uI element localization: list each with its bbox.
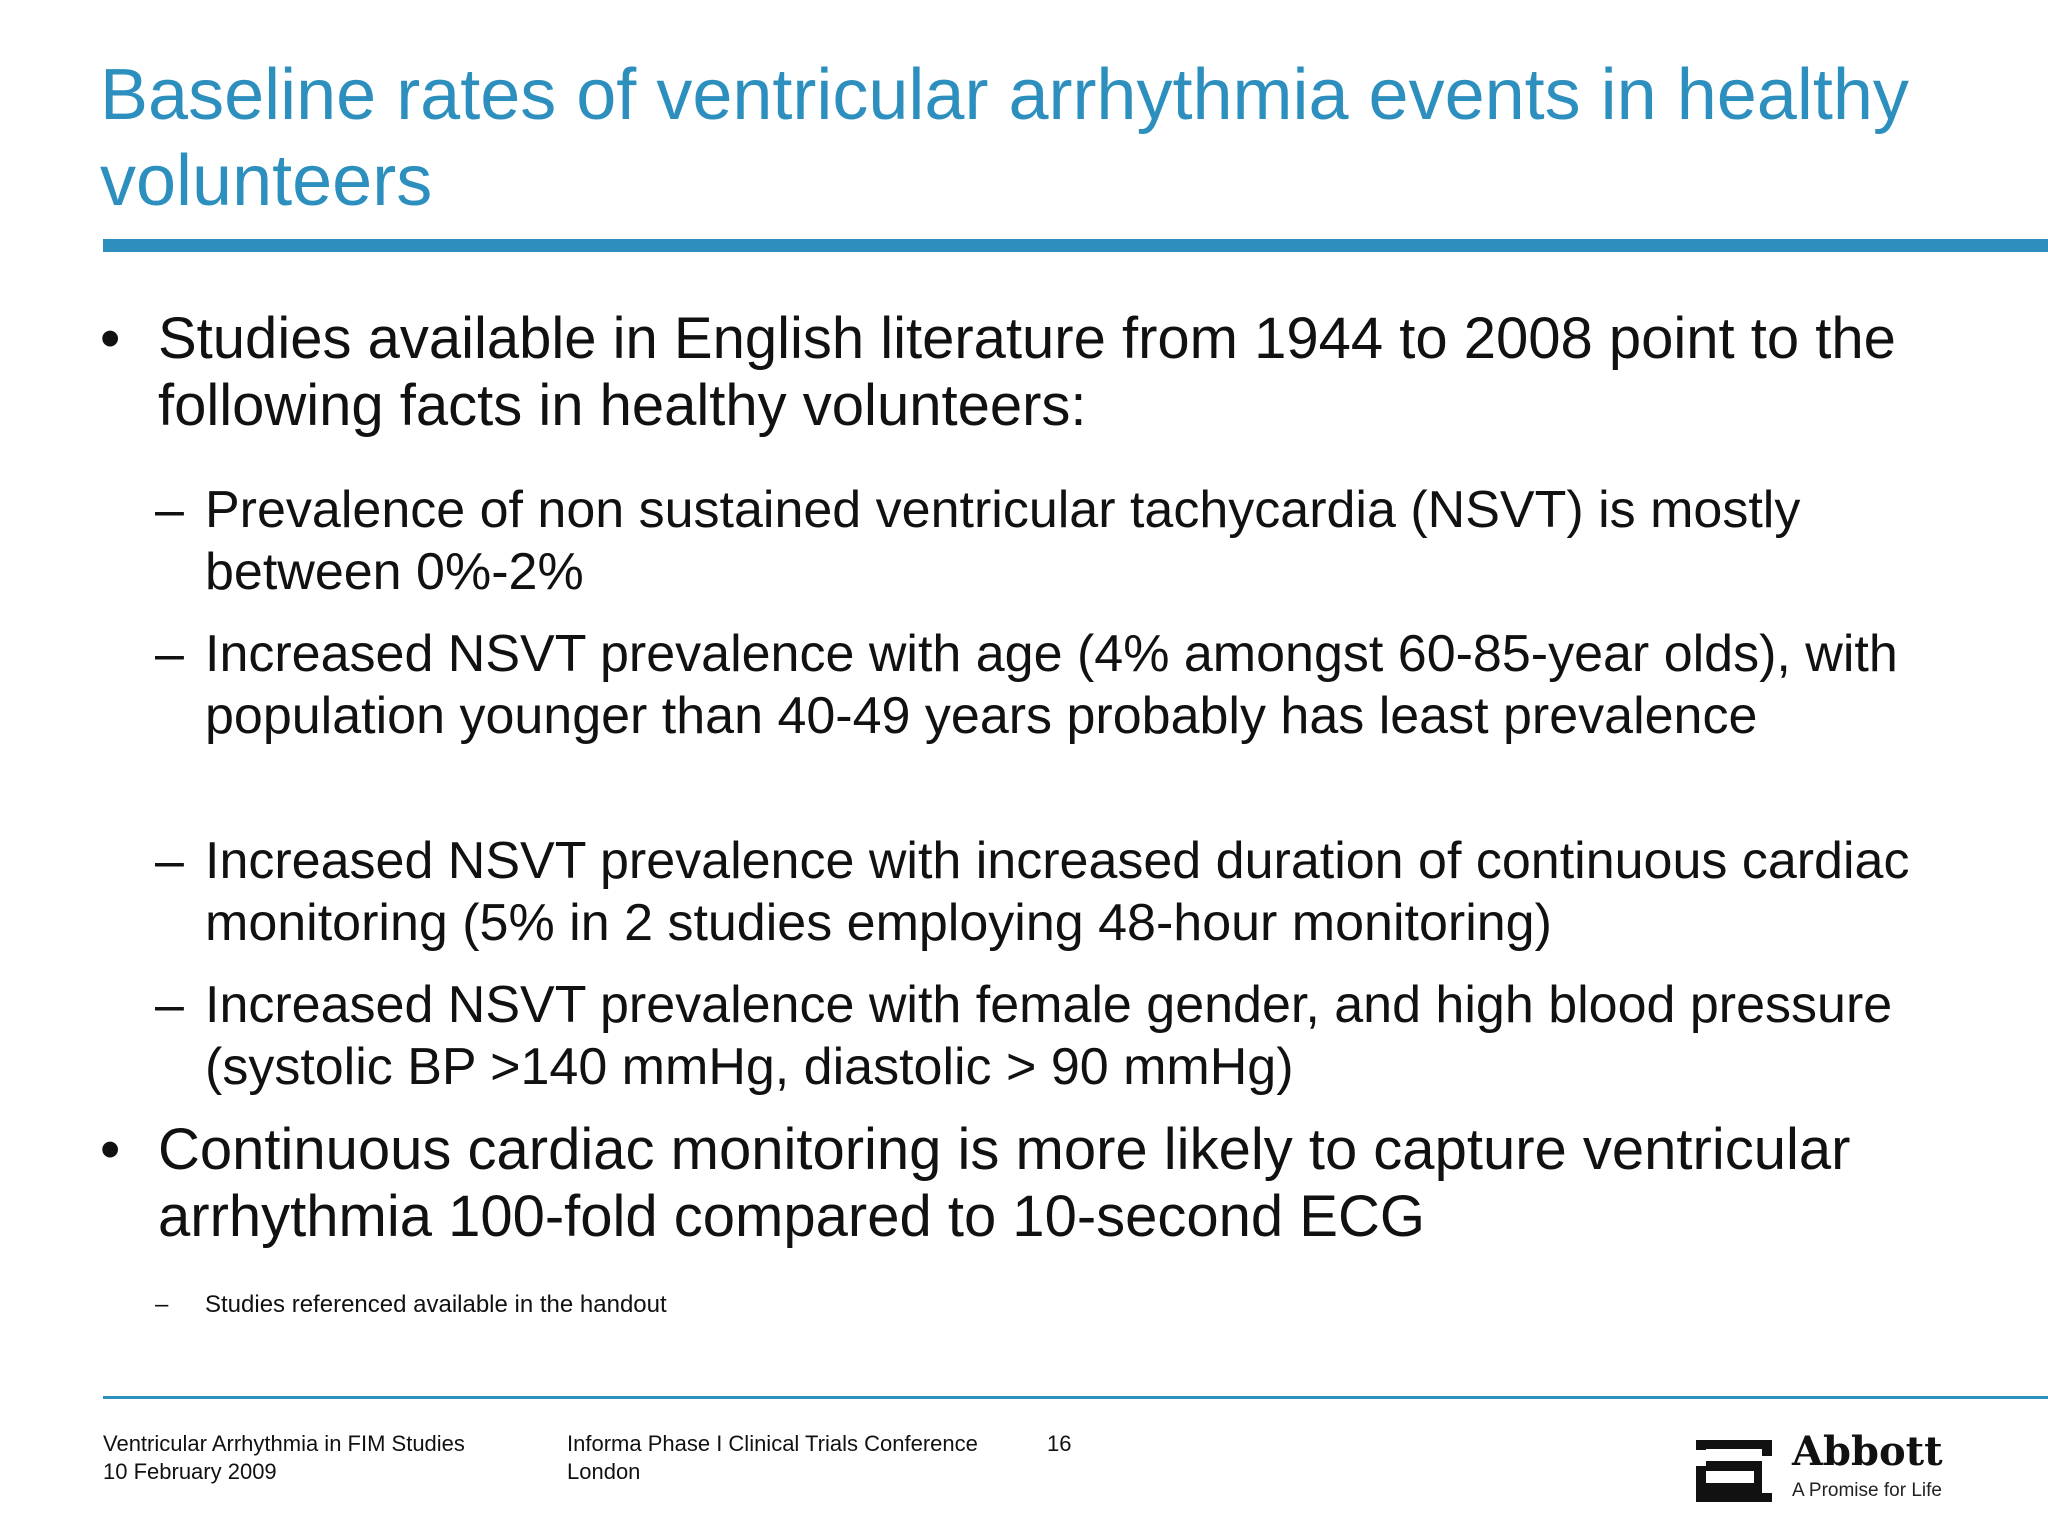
dash-icon: –: [155, 481, 184, 539]
logo-wordmark: Abbott: [1792, 1428, 1943, 1475]
footer-location: London: [567, 1459, 641, 1484]
footer-conference: Informa Phase I Clinical Trials Conference: [567, 1431, 978, 1456]
sub-bullet-text: Prevalence of non sustained ventricular tachycardia (NSVT) is mostly between 0%-2%: [205, 481, 1801, 601]
sub-bullet-text: Increased NSVT prevalence with increased duration of continuous cardiac monitoring (5% in 2 studies employing 48-hour monitoring): [205, 832, 1910, 952]
logo-tagline: A Promise for Life: [1792, 1480, 1942, 1501]
dash-icon: –: [155, 832, 184, 890]
abbott-logo-icon: [1692, 1436, 1776, 1506]
bullet-text: Continuous cardiac monitoring is more likely to capture ventricular arrhythmia 100-fold compared to 10-second ECG: [158, 1117, 1851, 1249]
abbott-logo: [1692, 1430, 1952, 1510]
page-number: 16: [1047, 1431, 1072, 1456]
bullet-icon: •: [100, 306, 121, 371]
sub-bullet-text: Increased NSVT prevalence with age (4% amongst 60-85-year olds), with population younger than 40-49 years probably has least prevalence: [205, 625, 1898, 745]
footer-date: 10 February 2009: [103, 1459, 277, 1484]
bullet-text: Studies available in English literature from 1944 to 2008 point to the following facts in healthy volunteers:: [158, 306, 1896, 438]
dash-icon: –: [155, 625, 184, 683]
slide-title: Baseline rates of ventricular arrhythmia events in healthy volunteers: [100, 55, 1909, 221]
bullet-icon: •: [100, 1117, 121, 1182]
title-divider: [103, 239, 2048, 252]
footer-divider: [103, 1396, 2048, 1399]
dash-icon: –: [155, 1291, 169, 1318]
reference-note-text: Studies referenced available in the handout: [205, 1291, 667, 1318]
dash-icon: –: [155, 976, 184, 1034]
sub-bullet-text: Increased NSVT prevalence with female gender, and high blood pressure (systolic BP >140 mmHg, diastolic > 90 mmHg): [205, 976, 1893, 1096]
footer-presentation-title: Ventricular Arrhythmia in FIM Studies: [103, 1431, 465, 1456]
